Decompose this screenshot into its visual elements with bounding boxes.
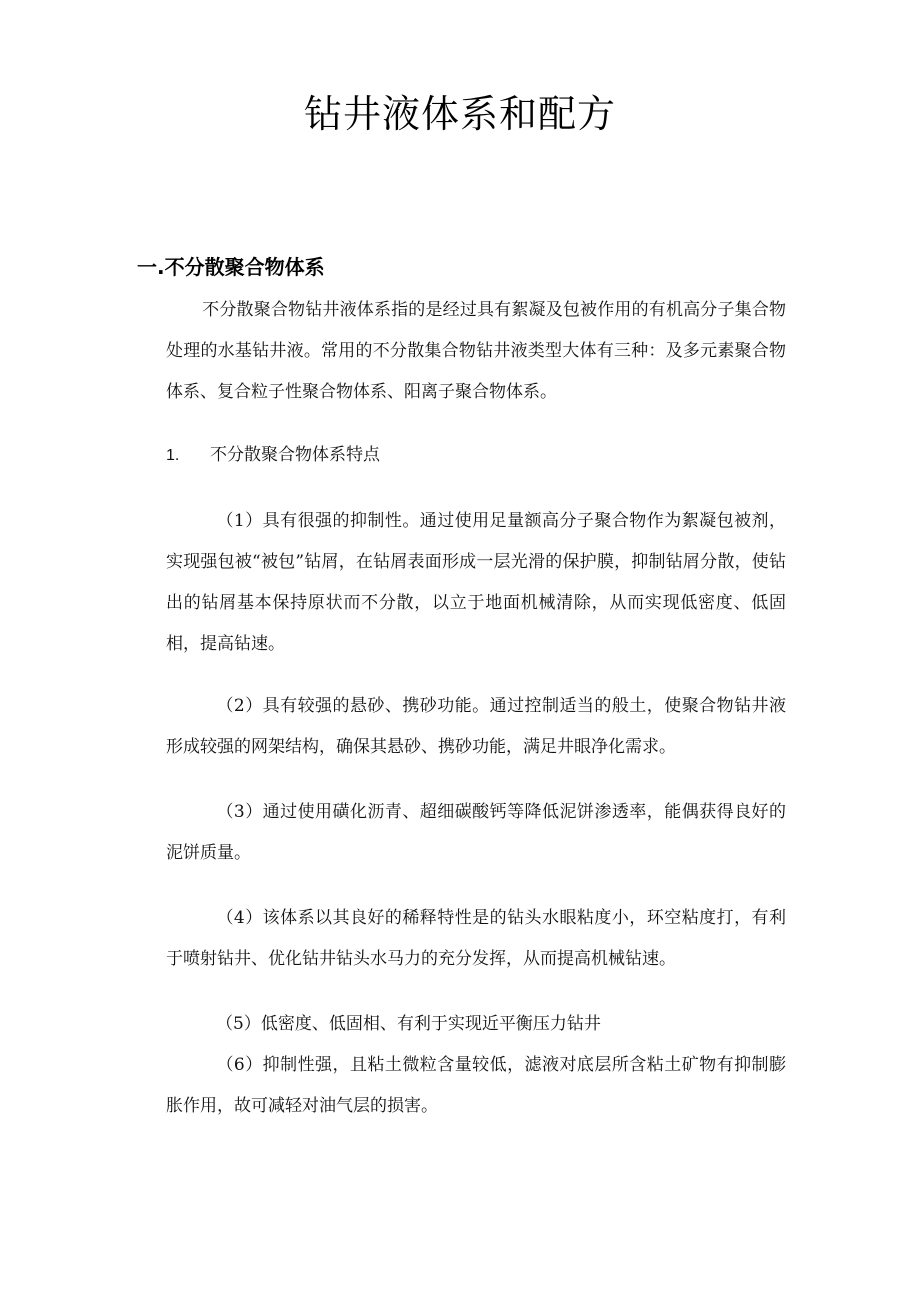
intro-paragraph (166, 290, 786, 413)
section-heading: 一.不分散聚合物体系 (137, 255, 325, 279)
feature-paragraph-6 (166, 1045, 786, 1127)
list-item (166, 440, 380, 471)
list-text: 不分散聚合物体系特点 (210, 445, 380, 465)
feature-paragraph-3 (166, 792, 786, 874)
feature-text: （1）具有很强的抑制性。通过使用足量额高分子聚合物作为絮凝包被剂，实现强包被“被包”钻屑，在钻屑表面形成一层光滑的保护膜，抑制钻屑分散，使钻出的钻屑基本保持原状而不分散，以立于地面机械清除，从而实现低密度、低固相，提高钻速。 (166, 511, 786, 654)
feature-text: （2）具有较强的悬砂、携砂功能。通过控制适当的般土，使聚合物钻井液形成较强的网架结构，确保其悬砂、携砂功能，满足井眼净化需求。 (166, 696, 786, 757)
feature-text: （5）低密度、低固相、有利于实现近平衡压力钻井 (216, 1014, 601, 1034)
intro-text: 不分散聚合物钻井液体系指的是经过具有絮凝及包被作用的有机高分子集合物处理的水基钻井液。常用的不分散集合物钻井液类型大体有三种：及多元素聚合物体系、复合粒子性聚合物体系、阳离子聚合物体系。 (166, 300, 786, 402)
feature-text: （6）抑制性强，且粘土微粒含量较低，滤液对底层所含粘土矿物有抑制膨胀作用，故可减轻对油气层的损害。 (166, 1055, 786, 1116)
feature-paragraph-1 (166, 501, 786, 665)
feature-text: （4）该体系以其良好的稀释特性是的钻头水眼粘度小，环空粘度打，有利于喷射钻井、优化钻井钻头水马力的充分发挥，从而提高机械钻速。 (166, 908, 786, 969)
feature-paragraph-2 (166, 686, 786, 768)
feature-text: （3）通过使用磺化沥青、超细碳酸钙等降低泥饼渗透率，能偶获得良好的泥饼质量。 (166, 802, 786, 863)
feature-paragraph-4 (166, 898, 786, 980)
page-title: 钻井液体系和配方 (303, 92, 616, 136)
list-number: 1. (166, 447, 180, 464)
feature-paragraph-5 (166, 1004, 786, 1045)
